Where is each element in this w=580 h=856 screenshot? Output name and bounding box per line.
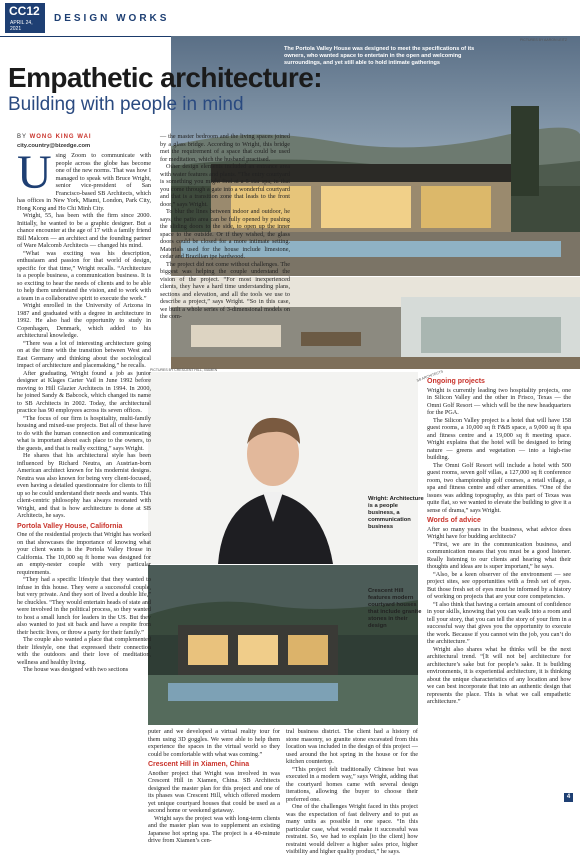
paragraph: The project did not come without challenges. The biggest was helping the couple understand the vision of the project. “For most inexperienced clients, they have a hard time understanding plans, sections and elevation, and all the tools we use to describe a project,” says Wright. “So in this case, we built a whole series of 3-dimensional models on the com-	[160, 260, 290, 320]
paragraph: One of the residential projects that Wright has worked on that showcases the importance of knowing what your client wants is the Portola Valley House in California. The 10,000 sq ft home was designed for an empty-nester couple with very particular requirements.	[17, 531, 152, 576]
portrait-bruce-wright	[148, 372, 418, 564]
logo-text: CC12	[9, 4, 40, 18]
paragraph: “What was exciting was his description, enthusiasm and passion for that world of design, specific for that time,” Wright recalls. “Architecture is a people business, a communication business. It is so exciting to hear the needs of clients and to be able to help them understand the vision, and to work with a team in a collaborative spirit to execute the work.”	[17, 249, 151, 302]
crescent-caption: Crescent Hill features modern courtyard houses that include granite stones in their design	[368, 588, 422, 629]
paragraph: He shares that his architectural style has been influenced by Richard Neutra, an Austrian-born American architect known for his modernist designs. Neutra was also known for being very client-focused, even having a detailed questionnaire for clients to fill up so he could understand their needs and wants. This client-centric philosophy has always resonated with Wright, and that is how architecture is done at SB Architects, he says.	[17, 452, 151, 519]
paragraph: The house was designed with two sections	[23, 666, 129, 673]
paragraph: puter and we developed a virtual reality tour for them using 3D goggles. We were able to help them experience the spaces in the virtual world so they could be comfortable with what was coming.”	[148, 728, 280, 758]
paragraph: — the master bedroom and the living spaces joined by a glass bridge. According to Wright, this bridge met the requirement of a space that could be used for meditation, which the husband practised.	[160, 133, 290, 163]
byline: BY WONG KING WAI	[17, 134, 92, 140]
paragraph: After so many years in the business, what advice does Wright have for budding architects?	[427, 525, 571, 540]
paragraph: “The focus of our firm is hospitality, multi-family housing and mixed-use projects. But all of these have to do with the human connection and communicating what is important about each place to the owners, to the guests, and that is really exciting,” says Wright.	[17, 414, 151, 452]
paragraph: “This project felt traditionally Chinese but was executed in a modern way,” says Wright, adding that the courtyard homes came with several design iterations, allowing the buyer to choose their preferred one.	[286, 765, 418, 803]
article-column-2-bottom	[148, 728, 280, 844]
paragraph: Wright also shares what he thinks will be the next architectural trend. “[It will not be] architecture for architecture’s sake but for people’s sake. It is building environments, it is experiential architecture, it is thinking about the unique characteristics of any location and how we can best incorporate that into an authentic design that represents the place. This is what we call empathetic architecture.”	[427, 645, 571, 705]
page-number: 4	[564, 793, 573, 802]
paragraph: To blur the lines between indoor and outdoor, he says, the patio area can be fully opened by pushing the sliding doors to the side, to open up the inner space to the outside. Or if they wished, the glass doors could be closed for a more intimate setting. Materials used for the house include limestone, cedar and Brazilian ipe hardwood.	[160, 208, 290, 260]
paragraph: “Also, be a keen observer of the environment — see project sites, see opportunities with a fresh set of eyes. But those fresh set of eyes must be informed by a history of working on projects that are your core competencies.	[427, 570, 571, 600]
paragraph: The Omni Golf Resort will include a hotel with 500 guest rooms, seven golf villas, a 127,000 sq ft conference room, two championship golf courses, a retail village, a spa and fitness centre and other amenities. “One of the issues was adding topography, as this part of Texas was quite flat, so we wanted to elevate the building to give it a sense of drama,” says Wright.	[427, 461, 571, 514]
issue-date: APRIL 24, 2021	[10, 20, 33, 32]
paragraph: After graduating, Wright found a job as junior designer at Klages Carter Vail in June 1992 before moving to Hill Glazier Architects in 1994. In 2000, he joined Sandy & Babcock, which changed its name to SB Architects in 2002. Today, the architectural practice has 90 employees across its seven offices.	[17, 369, 151, 414]
paragraph: sing Zoom to communicate with people across the globe has become one of the new norms. That was how I managed to speak with Bruce Wright, senior vice-president of San Francisco-based SB Architects, which has offices in New York, Miami, London, Park City, Hong Kong and Ho Chi Minh City.	[17, 152, 151, 212]
paragraph: Wright enrolled in the University of Arizona in 1987 and graduated with a degree in architecture in 1992. He also had the opportunity to study in Copenhagen, Denmark, which added to his architectural knowledge.	[17, 302, 151, 339]
section-name: DESIGN WORKS	[54, 13, 170, 24]
photo-credit: PICTURES BY AARON LEITZ	[520, 38, 568, 42]
paragraph: Wright, 55, has been with the firm since 2000. Initially, he wanted to be a graphic designer. But a chance encounter at the age of 17 with a family friend Bill Malcom — an architect and the founding partner of Ware Malcomb Architects — changed his mind.	[17, 212, 151, 249]
paragraph: One of the challenges Wright faced in this project was the expectation of fast delivery and to put as many units as possible in one space. “In this particular case, what would make it successful was restraint. So, we had to explain [to the client] how restraint would deliver a higher sales price, higher visibility and higher quality product,” he says.	[286, 803, 418, 855]
subheading-crescent: Crescent Hill in Xiamen, China	[148, 761, 250, 768]
drop-cap: U	[17, 146, 52, 199]
paragraph: “First, we are in the communication business, and communication means that you must be a good listener. Really listening to our clients and hearing what their thoughts and ideas are is super important,” he says.	[427, 540, 571, 570]
subheading-advice: Words of advice	[427, 517, 481, 524]
paragraph: “There was a lot of interesting architecture going on at the time with the transition between West and East Germany and thinking about the sociological impact of architecture and placemaking,” he recalls.	[17, 339, 151, 369]
article-column-2-top	[160, 133, 290, 371]
publication-logo	[5, 3, 45, 33]
paragraph: tral business district. The client had a history of stone masonry, so granite stone excavated from this location was included in the design of this project — used around the hot spring in the house or for the kitchen countertop.	[286, 728, 418, 765]
portrait-caption: Wright: Architecture is a people business, a communication business	[368, 496, 424, 530]
article-subheadline: Building with people in mind	[8, 94, 244, 115]
article-column-3	[286, 728, 418, 855]
paragraph: The couple also wanted a place that complemented their lifestyle, one that expressed their connection with the outdoors and their love of meditation, wellness and healthy living.	[17, 636, 151, 666]
paragraph: The Silicon Valley project is a hotel that will have 158 guest rooms, a 10,000 sq ft F&B space, a 9,000 sq ft spa and fitness centre and a 19,000 sq ft meeting space. Wright explains that the hotel will be designed to bring nature — greens and vegetation — into a high-rise building.	[427, 416, 571, 461]
photo-credit: PICTURES BY CRESCENT HILL, XIAMEN	[150, 368, 218, 372]
masthead	[0, 0, 580, 37]
hero-caption: The Portola Valley House was designed to meet the specifications of its owners, who wanted space to entertain in the open and welcoming surroundings, and yet still able to hold intimate gatherings	[284, 46, 475, 66]
article-headline: Empathetic architecture:	[8, 62, 322, 93]
author-email: city.country@bizedge.com	[17, 143, 91, 149]
paragraph: Wright is currently leading two hospitality projects, one in Silicon Valley and the other in Frisco, Texas — the Omni Golf Resort — which will be the new headquarters for the PGA.	[427, 386, 571, 416]
author-name: WONG KING WAI	[29, 134, 92, 140]
subheading-ongoing: Ongoing projects	[427, 378, 485, 385]
photo-credit: SB ARCHITECTS	[416, 369, 444, 383]
article-column-4	[427, 375, 571, 795]
paragraph: Wright says the project was with long-term clients and the master plan was to supplement an existing Japanese hot spring spa. The project is a 40-minute drive from Xiamen’s cen-	[148, 814, 280, 844]
subheading-portola: Portola Valley House, California	[17, 522, 123, 530]
paragraph: “They had a specific lifestyle that they wanted to infuse in this house. They were a successful couple, but very private. And they sort of lived a double life,” he chuckles. “They would entertain heads of state and were involved in the political process, so they wanted to host a small lunch for leaders in the US. But they also wanted to just sit back and have a respite from their hectic lives, or throw a party for their family.”	[17, 576, 151, 636]
paragraph: Other design elements included an entrance area with water features and plants. “The entry courtyard is something you might find at a 5-star spa, in that you come through a gate into a wonderful courtyard and that is a transition zone that leads to the front door,” says Wright.	[160, 163, 290, 208]
paragraph: “I also think that having a certain amount of confidence in your skills, knowing that you can walk into a room and tell your story, that you can tell the story of your firm in a successful way that gives you the opportunity to execute the work. Because if you cannot win the job, you can’t do the architecture.”	[427, 600, 571, 645]
paragraph: Another project that Wright was involved in was Crescent Hill in Xiamen, China. SB Architects designed the master plan for this project and one of its phases was Crescent Hill, which offered modern yet unique courtyard houses that could be used as a second home or weekend getaway.	[148, 769, 280, 814]
